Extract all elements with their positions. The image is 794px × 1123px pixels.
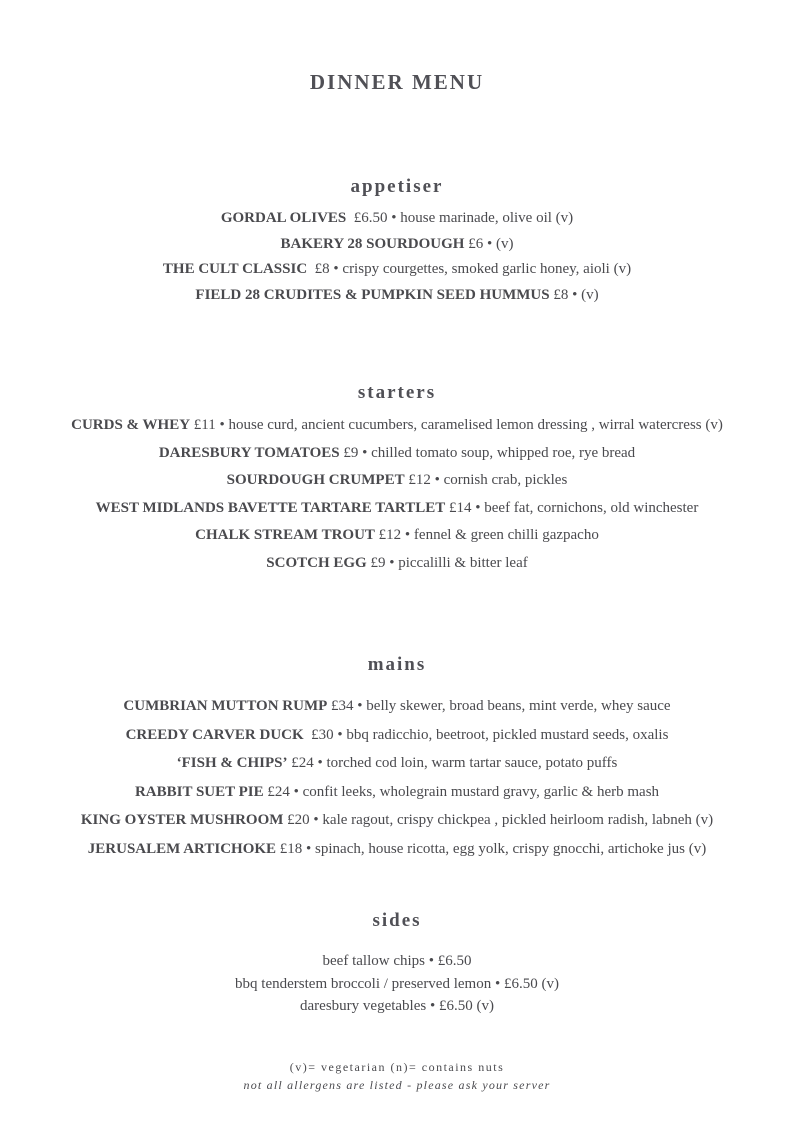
menu-item: beef tallow chips • £6.50 <box>322 953 472 969</box>
menu-item <box>0 749 794 778</box>
item-name: FIELD 28 CRUDITES & PUMPKIN SEED HUMMUS <box>195 286 550 303</box>
item-description: £20 • kale ragout, crispy chickpea , pickled heirloom radish, labneh (v) <box>287 812 714 829</box>
item-description: £24 • confit leeks, wholegrain mustard gravy, garlic & herb mash <box>267 783 660 800</box>
item-description: £8 • crispy courgettes, smoked garlic honey, aioli (v) <box>314 261 632 277</box>
page-title: DINNER MENU <box>309 70 485 94</box>
menu-item <box>0 495 794 523</box>
item-description: £30 • bbq radicchio, beetroot, pickled mustard seeds, oxalis <box>311 726 669 743</box>
item-name: RABBIT SUET PIE <box>134 783 264 800</box>
item-name: CREEDY CARVER DUCK <box>125 726 304 743</box>
item-name: THE CULT CLASSIC <box>162 261 308 277</box>
section-title: mains <box>367 654 427 675</box>
menu-item <box>0 692 794 721</box>
item-name: KING OYSTER MUSHROOM <box>80 812 284 829</box>
item-description: £9 • chilled tomato soup, whipped roe, rye bread <box>343 444 636 461</box>
item-description: £12 • cornish crab, pickles <box>408 472 568 489</box>
item-description: £18 • spinach, house ricotta, egg yolk, crispy gnocchi, artichoke jus (v) <box>279 840 707 857</box>
item-description: £24 • torched cod loin, warm tartar sauce, potato puffs <box>291 755 618 772</box>
menu-item <box>0 550 794 578</box>
menu-item <box>0 721 794 750</box>
menu-item <box>0 206 794 232</box>
dietary-legend: (v)= vegetarian (n)= contains nuts <box>289 1060 505 1074</box>
item-name: ‘FISH & CHIPS’ <box>176 755 288 772</box>
menu-item: bbq tenderstem broccoli / preserved lemon • £6.50 (v) <box>235 975 559 992</box>
menu-item <box>0 440 794 468</box>
section-title: sides <box>372 910 422 931</box>
menu-item: daresbury vegetables • £6.50 (v) <box>300 998 494 1015</box>
item-name: SOURDOUGH CRUMPET <box>226 472 405 489</box>
item-description: £34 • belly skewer, broad beans, mint verde, whey sauce <box>331 698 671 714</box>
menu-item <box>0 778 794 807</box>
item-description: £9 • piccalilli & bitter leaf <box>370 554 528 571</box>
menu-item <box>0 522 794 550</box>
item-name: CURDS & WHEY <box>71 417 191 433</box>
section-mains <box>0 654 794 864</box>
menu-item <box>0 806 794 835</box>
item-description: £6.50 • house marinade, olive oil (v) <box>353 210 574 226</box>
item-name: BAKERY 28 SOURDOUGH <box>280 235 465 252</box>
menu-item <box>0 283 794 309</box>
allergen-note: not all allergens are listed - please ask your server <box>243 1078 551 1092</box>
item-description: £11 • house curd, ancient cucumbers, caramelised lemon dressing , wirral watercress (v) <box>193 417 723 433</box>
item-name: GORDAL OLIVES <box>220 210 347 226</box>
menu-item <box>0 232 794 258</box>
section-title: appetiser <box>350 176 444 197</box>
item-name: CUMBRIAN MUTTON RUMP <box>123 698 328 714</box>
item-name: SCOTCH EGG <box>266 554 367 571</box>
menu-item <box>0 257 794 283</box>
menu-item <box>0 412 794 440</box>
section-sides <box>0 910 794 1018</box>
item-name: JERUSALEM ARTICHOKE <box>87 840 277 857</box>
item-description: £14 • beef fat, cornichons, old winchester <box>449 499 699 516</box>
item-description: £6 • (v) <box>468 235 514 252</box>
item-description: £12 • fennel & green chilli gazpacho <box>378 527 599 544</box>
menu-item <box>0 835 794 864</box>
item-description: £8 • (v) <box>553 286 599 303</box>
section-title: starters <box>357 382 437 403</box>
footer <box>0 1058 794 1094</box>
section-appetiser <box>0 176 794 308</box>
menu-item <box>0 467 794 495</box>
item-name: WEST MIDLANDS BAVETTE TARTARE TARTLET <box>95 499 446 516</box>
item-name: CHALK STREAM TROUT <box>195 527 375 544</box>
section-starters <box>0 382 794 578</box>
item-name: DARESBURY TOMATOES <box>158 444 340 461</box>
